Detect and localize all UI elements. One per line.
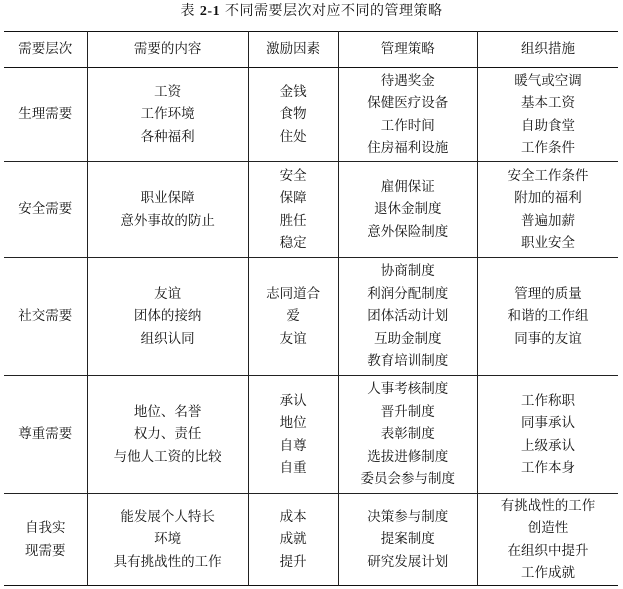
cell-strategies [338,494,477,586]
cell-line: 安全工作条件 [507,167,589,184]
cell-line: 地位、名誉 [133,403,202,420]
cell-line: 志同道合 [266,285,321,302]
cell-line: 保健医疗设备 [367,95,449,111]
cell-line: 与他人工资的比较 [113,448,222,465]
cell-measures [477,494,618,586]
cell-line: 职业保障 [140,190,195,206]
cell-line: 组织认同 [140,330,195,347]
cell-strategies [338,68,477,162]
cell-factors [248,68,338,162]
cell-line: 职业安全 [520,235,575,251]
table-row [4,68,618,162]
cell-line: 同事承认 [520,415,575,431]
cell-factors [248,376,338,494]
cell-content [87,494,248,586]
cell-line: 成就 [279,531,307,548]
cell-line: 工作时间 [380,117,435,134]
cell-line: 自尊 [279,437,307,454]
cell-line: 住处 [279,128,307,145]
cell-strategies [338,376,477,494]
cell-line: 附加的福利 [514,190,582,206]
cell-line: 保障 [279,190,307,206]
cell-factors [248,258,338,376]
cell-line: 各种福利 [140,128,195,145]
needs-strategy-table [4,31,618,586]
cell-strategies [338,162,477,258]
cell-content [87,68,248,162]
cell-line: 工作条件 [520,140,575,156]
cell-measures [477,68,618,162]
cell-line: 成本 [279,508,307,525]
cell-line: 委员会参与制度 [360,471,455,488]
cell-measures [477,376,618,494]
cell-line: 普遍加薪 [520,212,575,229]
cell-level [4,494,87,586]
cell-content [87,162,248,258]
caption-number: 2-1 [199,4,221,19]
table-row [4,162,618,258]
cell-line: 研究发展计划 [367,553,449,570]
cell-line: 工作本身 [520,460,575,476]
cell-line: 工作成就 [520,565,575,581]
cell-line: 爱 [286,308,300,325]
cell-line: 提升 [279,553,307,570]
cell-line: 创造性 [527,520,569,536]
caption-title: 不同需要层次对应不同的管理策略 [220,3,443,19]
cell-line: 退休金制度 [374,201,442,218]
cell-line: 提案制度 [380,531,435,548]
cell-line: 协商制度 [380,263,435,280]
cell-line: 环境 [154,531,182,548]
cell-line: 友谊 [279,330,307,347]
cell-line: 友谊 [154,285,182,302]
cell-line: 上级承认 [520,437,575,454]
cell-line: 教育培训制度 [367,353,449,370]
cell-line: 自重 [279,460,307,476]
cell-line: 同事的友谊 [514,330,582,347]
cell-line: 在组织中提升 [507,542,589,559]
cell-line: 管理的质量 [514,285,582,302]
cell-line: 雇佣保证 [380,178,435,195]
cell-line: 生理需要 [18,106,73,123]
cell-line: 选拔进修制度 [367,448,449,465]
cell-measures [477,258,618,376]
cell-line: 具有挑战性的工作 [113,553,222,570]
header-factors: 激励因素 [248,32,338,68]
cell-level [4,162,87,258]
cell-line: 工作称职 [520,392,575,409]
cell-line: 利润分配制度 [367,285,449,302]
cell-line: 晋升制度 [380,403,435,420]
cell-line: 安全需要 [18,201,73,218]
cell-line: 现需要 [25,542,66,559]
cell-line: 地位 [279,415,307,431]
cell-line: 自助食堂 [520,117,575,134]
cell-line: 工资 [154,83,182,100]
cell-line: 安全 [279,167,307,184]
cell-line: 稳定 [279,235,307,251]
cell-line: 工作环境 [140,106,195,123]
cell-line: 承认 [279,392,307,409]
cell-strategies [338,258,477,376]
header-measures: 组织措施 [477,32,618,68]
cell-level [4,68,87,162]
cell-line: 人事考核制度 [367,381,449,398]
table-body [4,68,618,586]
cell-content [87,258,248,376]
cell-line: 胜任 [279,212,307,229]
header-level: 需要层次 [18,41,73,58]
cell-content [87,376,248,494]
cell-line: 团体活动计划 [367,308,449,325]
cell-measures [477,162,618,258]
cell-line: 住房福利设施 [367,140,449,156]
cell-factors [248,494,338,586]
cell-line: 意外事故的防止 [120,212,215,229]
cell-line: 暖气或空调 [514,72,582,89]
cell-line: 自我实 [25,520,66,536]
cell-line: 基本工资 [520,95,575,111]
cell-line: 社交需要 [18,308,73,325]
cell-line: 和谐的工作组 [507,308,589,325]
cell-line: 有挑战性的工作 [500,497,596,514]
cell-line: 尊重需要 [18,426,73,443]
table-row [4,376,618,494]
header-strategies: 管理策略 [338,32,477,68]
cell-line: 互助金制度 [374,330,442,347]
cell-line: 团体的接纳 [133,308,202,325]
caption-label: 表 [180,3,200,19]
cell-line: 权力、责任 [133,426,202,443]
table-row [4,494,618,586]
cell-line: 意外保险制度 [367,223,449,240]
cell-line: 表彰制度 [380,426,435,443]
table-row [4,258,618,376]
table-caption [0,2,623,21]
header-content: 需要的内容 [87,32,248,68]
cell-line: 能发展个人特长 [120,508,215,525]
cell-line: 食物 [279,106,307,123]
cell-factors [248,162,338,258]
cell-line: 金钱 [279,83,307,100]
cell-level [4,376,87,494]
table-header-row [4,32,618,68]
cell-level [4,258,87,376]
cell-line: 决策参与制度 [367,508,449,525]
cell-line: 待遇奖金 [380,72,435,89]
